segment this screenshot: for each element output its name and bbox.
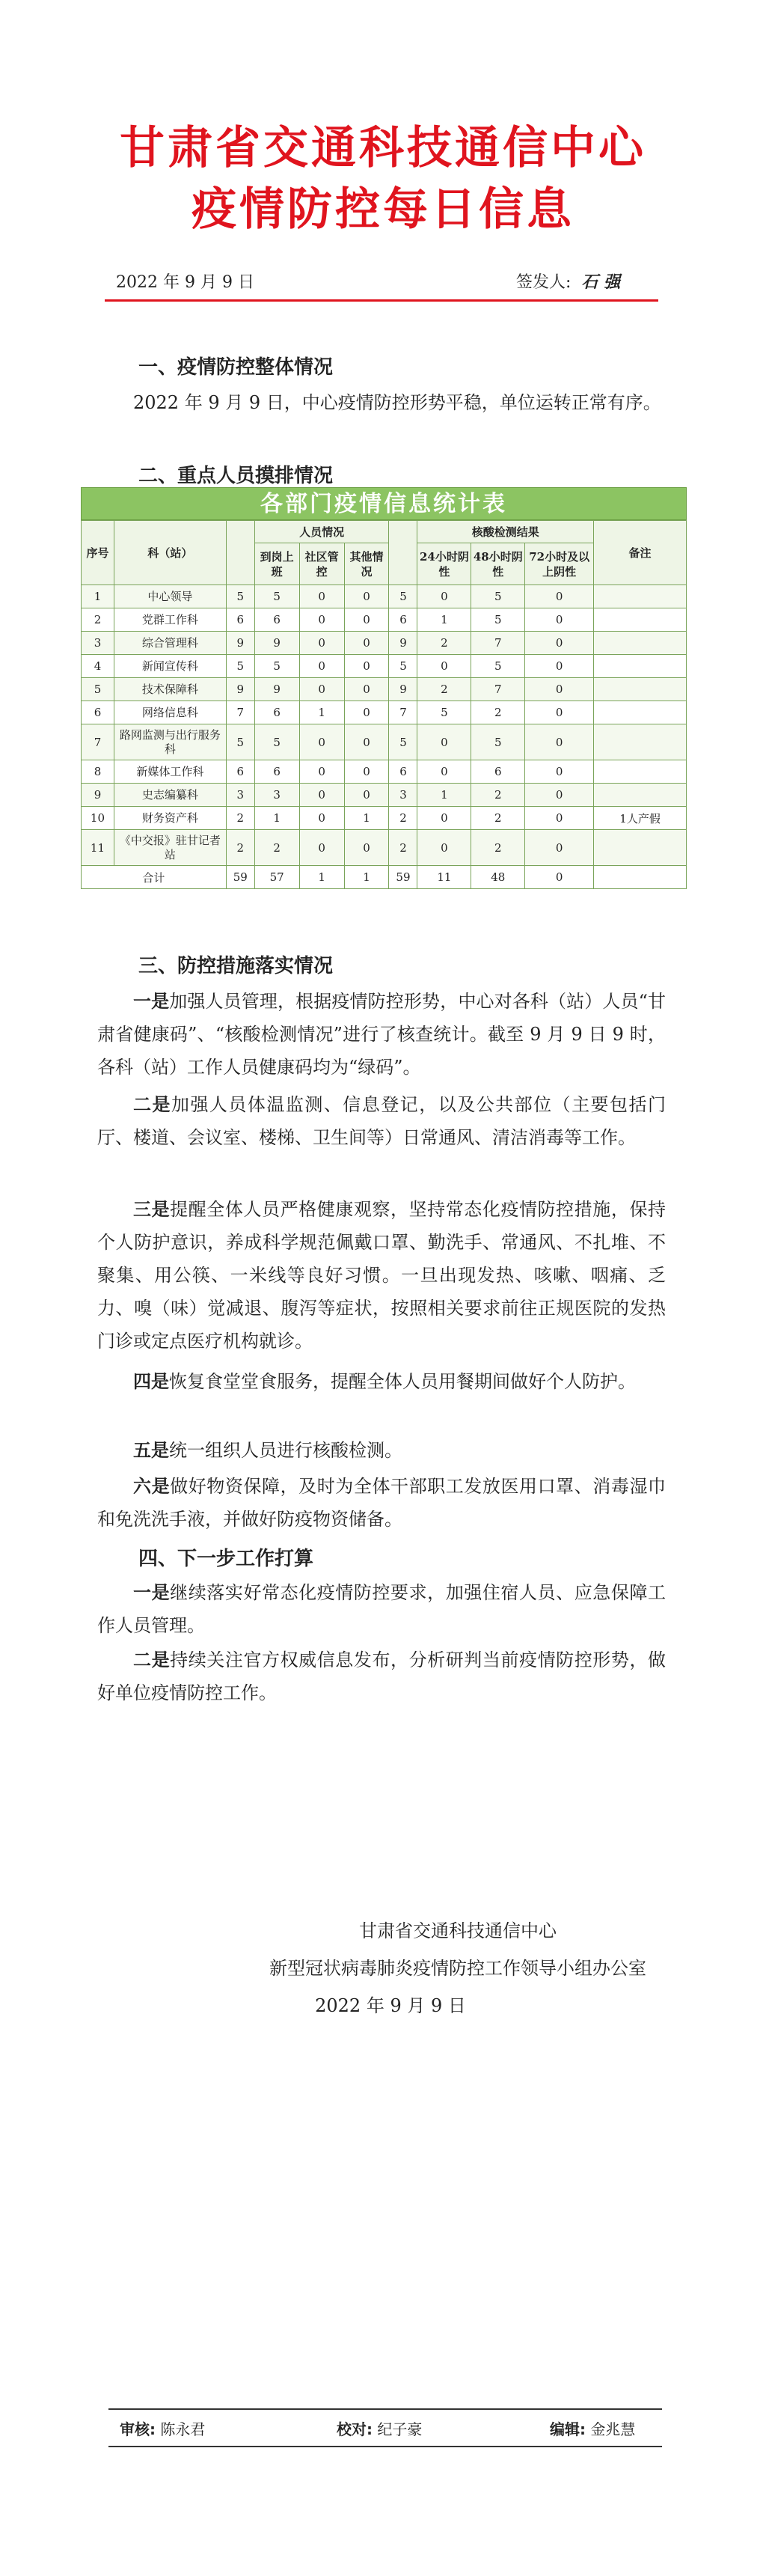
cell-note (594, 724, 687, 760)
col-tested (389, 521, 417, 585)
measure-2-text: 加强人员体温监测、信息登记，以及公共部位（主要包括门厅、楼道、会议室、楼梯、卫生间等）日常通风、清洁消毒等工作。 (97, 1094, 667, 1148)
cell-total-other: 1 (344, 866, 389, 889)
table-title: 各部门疫情信息统计表 (81, 487, 687, 520)
table-row (82, 655, 687, 678)
cell-total-h24: 11 (417, 866, 471, 889)
review-name: 陈永君 (160, 2420, 206, 2438)
cell-seq: 3 (82, 632, 114, 655)
cell-dept: 路网监测与出行服务科 (114, 724, 226, 760)
document-title-line1: 甘肃省交通科技通信中心 (120, 122, 646, 174)
cell-onsite: 5 (254, 585, 299, 608)
measure-1-lead: 一是 (133, 990, 170, 1012)
review-field (120, 2417, 205, 2439)
cell-other: 0 (344, 830, 389, 866)
table-row (82, 585, 687, 608)
cell-total: 3 (226, 784, 254, 807)
cell-community: 0 (299, 632, 344, 655)
cell-h24: 0 (417, 724, 471, 760)
footer-office: 新型冠状病毒肺炎疫情防控工作领导小组办公室 (269, 1958, 646, 1979)
cell-h24: 0 (417, 655, 471, 678)
table-row (82, 830, 687, 866)
cell-seq: 7 (82, 724, 114, 760)
cell-h48: 7 (471, 632, 525, 655)
cell-dept: 《中交报》驻甘记者站 (114, 830, 226, 866)
cell-h24: 0 (417, 807, 471, 830)
proof-label: 校对: (337, 2420, 373, 2438)
cell-total-total: 59 (226, 866, 254, 889)
cell-onsite: 6 (254, 608, 299, 632)
cell-other: 0 (344, 585, 389, 608)
cell-total: 9 (226, 632, 254, 655)
cell-h48: 7 (471, 678, 525, 701)
next-step-2 (97, 1643, 666, 1709)
group-staff: 人员情况 (254, 521, 389, 543)
measure-4 (97, 1365, 666, 1398)
editor-name: 金兆慧 (590, 2420, 636, 2438)
cell-other: 0 (344, 784, 389, 807)
cell-tested: 6 (389, 760, 417, 784)
cell-seq: 11 (82, 830, 114, 866)
cell-h48: 2 (471, 830, 525, 866)
cell-note (594, 655, 687, 678)
cell-h48: 5 (471, 655, 525, 678)
cell-dept: 技术保障科 (114, 678, 226, 701)
section-2-heading: 二、重点人员摸排情况 (138, 465, 334, 487)
cell-other: 0 (344, 678, 389, 701)
footer-org: 甘肃省交通科技通信中心 (359, 1920, 557, 1941)
cell-total: 7 (226, 701, 254, 724)
cell-tested: 6 (389, 608, 417, 632)
cell-note (594, 585, 687, 608)
bottom-divider-bottom (108, 2446, 662, 2447)
proof-name: 纪子豪 (377, 2420, 423, 2438)
cell-total: 6 (226, 608, 254, 632)
table-row (82, 784, 687, 807)
cell-community: 0 (299, 585, 344, 608)
signer-name: 石 强 (581, 272, 621, 292)
cell-total: 9 (226, 678, 254, 701)
cell-dept: 新闻宣传科 (114, 655, 226, 678)
cell-total: 5 (226, 724, 254, 760)
cell-community: 0 (299, 760, 344, 784)
cell-onsite: 5 (254, 724, 299, 760)
editor-field (550, 2417, 635, 2439)
group-test: 核酸检测结果 (417, 521, 594, 543)
cell-seq: 8 (82, 760, 114, 784)
cell-dept: 史志编纂科 (114, 784, 226, 807)
cell-h24: 0 (417, 760, 471, 784)
cell-note (594, 830, 687, 866)
cell-seq: 1 (82, 585, 114, 608)
signer (516, 269, 620, 293)
cell-other: 0 (344, 701, 389, 724)
measure-6-lead: 六是 (133, 1475, 171, 1497)
sub-24h: 24小时阴性 (417, 543, 471, 585)
cell-h24: 1 (417, 608, 471, 632)
cell-community: 0 (299, 655, 344, 678)
cell-h72: 0 (525, 655, 594, 678)
cell-other: 0 (344, 632, 389, 655)
cell-onsite: 6 (254, 760, 299, 784)
cell-total: 6 (226, 760, 254, 784)
cell-note: 1人产假 (594, 807, 687, 830)
cell-community: 0 (299, 678, 344, 701)
cell-h72: 0 (525, 724, 594, 760)
cell-total-community: 1 (299, 866, 344, 889)
cell-tested: 9 (389, 632, 417, 655)
measure-4-lead: 四是 (133, 1370, 169, 1392)
cell-community: 0 (299, 724, 344, 760)
cell-total-h48: 48 (471, 866, 525, 889)
cell-h24: 5 (417, 701, 471, 724)
next-step-1-text: 继续落实好常态化疫情防控要求，加强住宿人员、应急保障工作人员管理。 (97, 1582, 667, 1636)
cell-tested: 9 (389, 678, 417, 701)
cell-h24: 2 (417, 632, 471, 655)
cell-h72: 0 (525, 632, 594, 655)
measure-2-lead: 二是 (133, 1093, 171, 1115)
measure-2 (97, 1088, 666, 1154)
section-1-heading: 一、疫情防控整体情况 (138, 356, 334, 379)
cell-tested: 5 (389, 655, 417, 678)
table-body (82, 585, 687, 889)
cell-community: 0 (299, 608, 344, 632)
cell-dept: 网络信息科 (114, 701, 226, 724)
cell-seq: 2 (82, 608, 114, 632)
cell-h48: 6 (471, 760, 525, 784)
cell-h24: 0 (417, 830, 471, 866)
table-row (82, 724, 687, 760)
cell-h48: 2 (471, 784, 525, 807)
cell-dept: 中心领导 (114, 585, 226, 608)
cell-onsite: 3 (254, 784, 299, 807)
measure-3-text: 提醒全体人员严格健康观察，坚持常态化疫情防控措施，保持个人防护意识，养成科学规范佩戴口罩、勤洗手、常通风、不扎堆、不聚集、用公筷、一米线等良好习惯。一旦出现发热、咳嗽、咽痛、乏力、嗅（味）觉减退、腹泻等症状，按照相关要求前往正规医院的发热门诊或定点医疗机构就诊。 (97, 1199, 667, 1352)
cell-h72: 0 (525, 608, 594, 632)
cell-h72: 0 (525, 807, 594, 830)
cell-h72: 0 (525, 760, 594, 784)
cell-h72: 0 (525, 701, 594, 724)
cell-note (594, 784, 687, 807)
measure-5-lead: 五是 (133, 1439, 169, 1461)
cell-dept: 新媒体工作科 (114, 760, 226, 784)
cell-total: 2 (226, 807, 254, 830)
review-label: 审核: (120, 2420, 156, 2438)
cell-h48: 5 (471, 724, 525, 760)
measure-4-text: 恢复食堂堂食服务，提醒全体人员用餐期间做好个人防护。 (169, 1371, 636, 1392)
col-total (226, 521, 254, 585)
footer-date: 2022 年 9 月 9 日 (315, 1995, 466, 2016)
cell-total-h72: 0 (525, 866, 594, 889)
cell-total-tested: 59 (389, 866, 417, 889)
cell-note (594, 632, 687, 655)
cell-h24: 1 (417, 784, 471, 807)
cell-h48: 5 (471, 585, 525, 608)
cell-onsite: 5 (254, 655, 299, 678)
cell-total-label: 合计 (82, 866, 227, 889)
next-step-1 (97, 1576, 666, 1642)
cell-total: 2 (226, 830, 254, 866)
cell-seq: 4 (82, 655, 114, 678)
cell-seq: 9 (82, 784, 114, 807)
sub-onsite: 到岗上班 (254, 543, 299, 585)
cell-other: 0 (344, 760, 389, 784)
table-row (82, 701, 687, 724)
table-row (82, 760, 687, 784)
cell-note (594, 701, 687, 724)
cell-h72: 0 (525, 585, 594, 608)
next-step-1-lead: 一是 (133, 1581, 171, 1603)
cell-onsite: 9 (254, 678, 299, 701)
cell-onsite: 9 (254, 632, 299, 655)
table-row (82, 807, 687, 830)
cell-other: 0 (344, 724, 389, 760)
next-step-2-text: 持续关注官方权威信息发布，分析研判当前疫情防控形势，做好单位疫情防控工作。 (97, 1649, 667, 1703)
sub-48h: 48小时阴性 (471, 543, 525, 585)
cell-note (594, 608, 687, 632)
measure-3 (97, 1193, 666, 1358)
cell-total: 5 (226, 655, 254, 678)
cell-total-onsite: 57 (254, 866, 299, 889)
document-title-line2: 疫情防控每日信息 (192, 183, 574, 236)
cell-community: 0 (299, 784, 344, 807)
cell-tested: 5 (389, 724, 417, 760)
next-step-2-lead: 二是 (133, 1649, 171, 1670)
table-row (82, 678, 687, 701)
cell-community: 0 (299, 830, 344, 866)
section-3-heading: 三、防控措施落实情况 (138, 955, 334, 977)
col-seq: 序号 (82, 521, 114, 585)
cell-h24: 0 (417, 585, 471, 608)
cell-h48: 5 (471, 608, 525, 632)
editor-label: 编辑: (550, 2420, 586, 2438)
cell-onsite: 1 (254, 807, 299, 830)
cell-tested: 3 (389, 784, 417, 807)
cell-tested: 7 (389, 701, 417, 724)
measure-6-text: 做好物资保障，及时为全体干部职工发放医用口罩、消毒湿巾和免洗洗手液，并做好防疫物资储备。 (97, 1476, 667, 1530)
signer-label: 签发人: (516, 273, 572, 292)
cell-other: 1 (344, 807, 389, 830)
cell-other: 0 (344, 608, 389, 632)
measure-1-text: 加强人员管理，根据疫情防控形势，中心对各科（站）人员“甘肃省健康码”、“核酸检测情况”进行了核查统计。截至 9 月 9 日 9 时，各科（站）工作人员健康码均为“绿码”。 (97, 991, 666, 1078)
cell-total-note (594, 866, 687, 889)
cell-seq: 5 (82, 678, 114, 701)
measure-3-lead: 三是 (133, 1198, 171, 1220)
cell-h72: 0 (525, 830, 594, 866)
cell-community: 0 (299, 807, 344, 830)
cell-h72: 0 (525, 678, 594, 701)
cell-h48: 2 (471, 807, 525, 830)
cell-onsite: 2 (254, 830, 299, 866)
issue-date: 2022 年 9 月 9 日 (116, 273, 254, 292)
cell-other: 0 (344, 655, 389, 678)
sub-community: 社区管控 (299, 543, 344, 585)
cell-tested: 5 (389, 585, 417, 608)
cell-h48: 2 (471, 701, 525, 724)
cell-note (594, 760, 687, 784)
cell-seq: 10 (82, 807, 114, 830)
measure-5 (97, 1434, 666, 1467)
epidemic-stats-table (81, 487, 687, 889)
measure-1 (97, 985, 666, 1084)
sub-72h: 72小时及以上阴性 (525, 543, 594, 585)
cell-tested: 2 (389, 830, 417, 866)
proof-field (337, 2417, 422, 2439)
cell-note (594, 678, 687, 701)
section-1-text: 2022 年 9 月 9 日，中心疫情防控形势平稳，单位运转正常有序。 (133, 392, 661, 413)
cell-dept: 党群工作科 (114, 608, 226, 632)
col-dept: 科（站） (114, 521, 226, 585)
cell-community: 1 (299, 701, 344, 724)
cell-total: 5 (226, 585, 254, 608)
bottom-divider-top (108, 2408, 662, 2410)
sub-other: 其他情况 (344, 543, 389, 585)
cell-onsite: 6 (254, 701, 299, 724)
cell-dept: 综合管理科 (114, 632, 226, 655)
table-total-row (82, 866, 687, 889)
section-4-heading: 四、下一步工作打算 (138, 1548, 314, 1570)
measure-6 (97, 1470, 666, 1536)
col-note: 备注 (594, 521, 687, 585)
cell-seq: 6 (82, 701, 114, 724)
table-row (82, 632, 687, 655)
cell-h72: 0 (525, 784, 594, 807)
cell-h24: 2 (417, 678, 471, 701)
table-row (82, 608, 687, 632)
header-divider (105, 299, 658, 302)
measure-5-text: 统一组织人员进行核酸检测。 (169, 1440, 402, 1461)
cell-dept: 财务资产科 (114, 807, 226, 830)
cell-tested: 2 (389, 807, 417, 830)
